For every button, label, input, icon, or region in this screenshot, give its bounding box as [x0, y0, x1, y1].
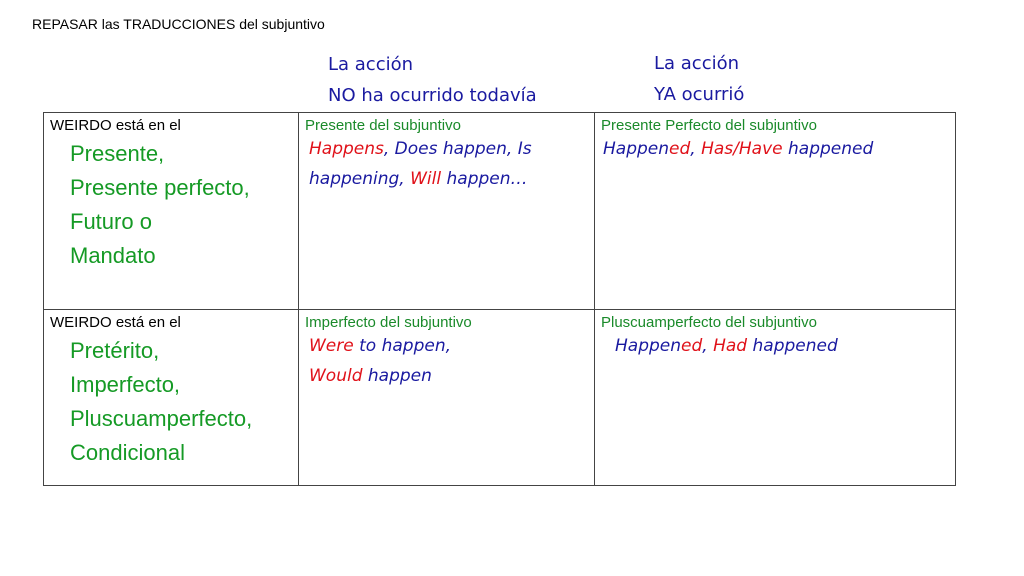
translation-text: ,: [702, 336, 714, 356]
tense-item: Pluscuamperfecto,: [70, 406, 253, 431]
perfect-translation: [595, 331, 955, 361]
perfect-heading: Pluscuamperfecto del subjuntivo: [601, 314, 817, 331]
perfect-cell: [595, 310, 956, 486]
header-line: La acción: [654, 53, 740, 74]
highlight-text: Would: [309, 366, 363, 386]
tense-item: Condicional: [70, 440, 185, 465]
tense-item: Futuro o: [70, 209, 152, 234]
tense-item: Imperfecto,: [70, 372, 181, 397]
highlight-text: Happens: [309, 139, 384, 159]
tense-list: [70, 137, 298, 273]
translation-text: Happen: [603, 139, 670, 159]
highlight-text: ed: [669, 139, 691, 159]
highlight-text: ed: [681, 336, 703, 356]
column-header-not-yet: [328, 49, 537, 111]
translation-text: happened: [782, 139, 874, 159]
translation-text: happening,: [309, 169, 411, 189]
highlight-text: Had: [713, 336, 748, 356]
column-header-already: [654, 48, 744, 110]
translation-line: [309, 164, 594, 194]
subjunctive-cell: [299, 113, 595, 310]
highlight-text: Will: [410, 169, 442, 189]
translation-text: happened: [747, 336, 838, 356]
tense-item: Pretérito,: [70, 338, 160, 363]
translation-line: [309, 361, 594, 391]
translation-text: ,: [690, 139, 702, 159]
subjunctive-translation: [299, 331, 594, 391]
translation-text: , Does happen, Is: [383, 139, 532, 159]
perfect-cell: [595, 113, 956, 310]
subjunctive-heading: Imperfecto del subjuntivo: [305, 314, 472, 331]
highlight-text: Has/Have: [701, 139, 783, 159]
perfect-translation: [595, 134, 955, 164]
weirdo-label: WEIRDO está en el: [50, 314, 181, 331]
translation-line: [603, 134, 955, 164]
slide-title: REPASAR las TRADUCCIONES del subjuntivo: [32, 16, 325, 32]
translation-table: [43, 112, 956, 486]
translation-text: happen…: [441, 169, 528, 189]
table-row: [44, 310, 956, 486]
translation-text: Happen: [615, 336, 682, 356]
perfect-heading: Presente Perfecto del subjuntivo: [601, 117, 817, 134]
translation-text: to happen,: [353, 336, 452, 356]
translation-line: [309, 331, 594, 361]
translation-line: [309, 134, 594, 164]
tense-list: [70, 334, 298, 470]
tense-item: Presente,: [70, 141, 165, 166]
subjunctive-heading: Presente del subjuntivo: [305, 117, 461, 134]
highlight-text: Were: [309, 336, 354, 356]
tense-item: Presente perfecto,: [70, 175, 250, 200]
subjunctive-translation: [299, 134, 594, 194]
tense-cell: [44, 113, 299, 310]
translation-text: happen: [362, 366, 432, 386]
table-row: [44, 113, 956, 310]
weirdo-label: WEIRDO está en el: [50, 117, 181, 134]
header-line: La acción: [328, 54, 414, 75]
header-line: NO ha ocurrido todavía: [328, 85, 537, 106]
translation-line: [615, 331, 955, 361]
tense-cell: [44, 310, 299, 486]
tense-item: Mandato: [70, 243, 156, 268]
subjunctive-cell: [299, 310, 595, 486]
header-line: YA ocurrió: [654, 84, 745, 105]
